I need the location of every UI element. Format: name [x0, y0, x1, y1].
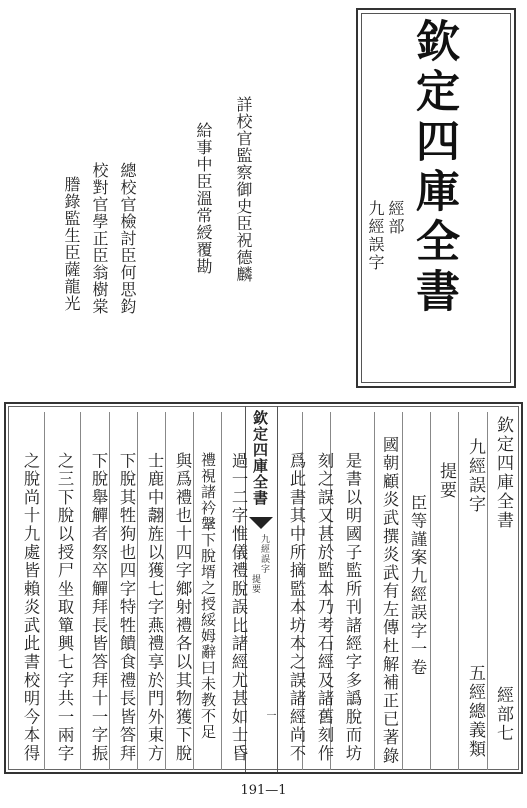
text-column: 爲此書其中所摘監本坊本之誤諸經尚不: [287, 452, 306, 763]
credit-line: 給事中臣溫常綬覆勘: [194, 122, 213, 275]
tiyao-label: 提要: [436, 462, 456, 500]
page-work-title: 九經誤字: [465, 438, 485, 514]
text-column: 是書以明國子監所刊諸經字多譌脫而坊: [343, 452, 362, 763]
page-header-title: 欽定四庫全書: [493, 416, 513, 530]
text-column: 下脫其牲狗也四字特牲饋食禮長皆答拜: [117, 452, 136, 763]
credit-line: 謄錄監生臣薩龍光: [62, 176, 81, 312]
text-column: 國朝顧炎武撰炎武有左傳杜解補正已著錄: [380, 436, 399, 766]
text-column: 過一二字惟儀禮脫誤比諸經尤甚如士昏: [229, 452, 248, 763]
footer-page-number: 191—1: [240, 783, 287, 798]
center-tab-section: 提要: [250, 574, 260, 594]
text-column: 禮視諸衿鞶下脫壻之授綏姆辭曰未教不足: [199, 452, 217, 740]
page-header-section: 經部七: [493, 686, 513, 743]
fish-tail-ornament: [249, 517, 273, 529]
credit-line: 校對官學正臣翁樹棠: [90, 162, 109, 315]
center-tab-work: 九經誤字: [259, 534, 269, 574]
center-tab-title: 欽定四庫全書: [251, 410, 269, 506]
center-tab-page-number: 一: [264, 710, 275, 720]
text-column: 刻之誤又甚於監本乃考石經及諸舊刻作: [315, 452, 334, 763]
text-column: 臣等謹案九經誤字一卷: [408, 494, 427, 677]
cover-main-title: 欽定四庫全書: [408, 18, 459, 318]
text-column: 士鹿中翿旌以獲七字燕禮享於門外東方: [145, 452, 164, 763]
cover-work-label: 九經誤字: [366, 200, 385, 272]
page-category: 五經總義類: [465, 664, 485, 759]
cover-section-label: 經部: [386, 200, 405, 236]
credit-line: 詳校官監察御史臣祝德麟: [234, 96, 253, 283]
text-column: 下脫舉觶者祭卒觶拜長皆答拜十一字振: [89, 452, 108, 763]
text-column: 之三下脫以授尸坐取簞興七字共一兩字: [55, 452, 74, 763]
credit-line: 總校官檢討臣何思鈞: [118, 162, 137, 315]
text-column: 之脫尚十九處皆賴炎武此書校明今本得: [21, 452, 40, 763]
text-column: 與爲禮也十四字鄉射禮各以其物獲下脫: [173, 452, 192, 763]
